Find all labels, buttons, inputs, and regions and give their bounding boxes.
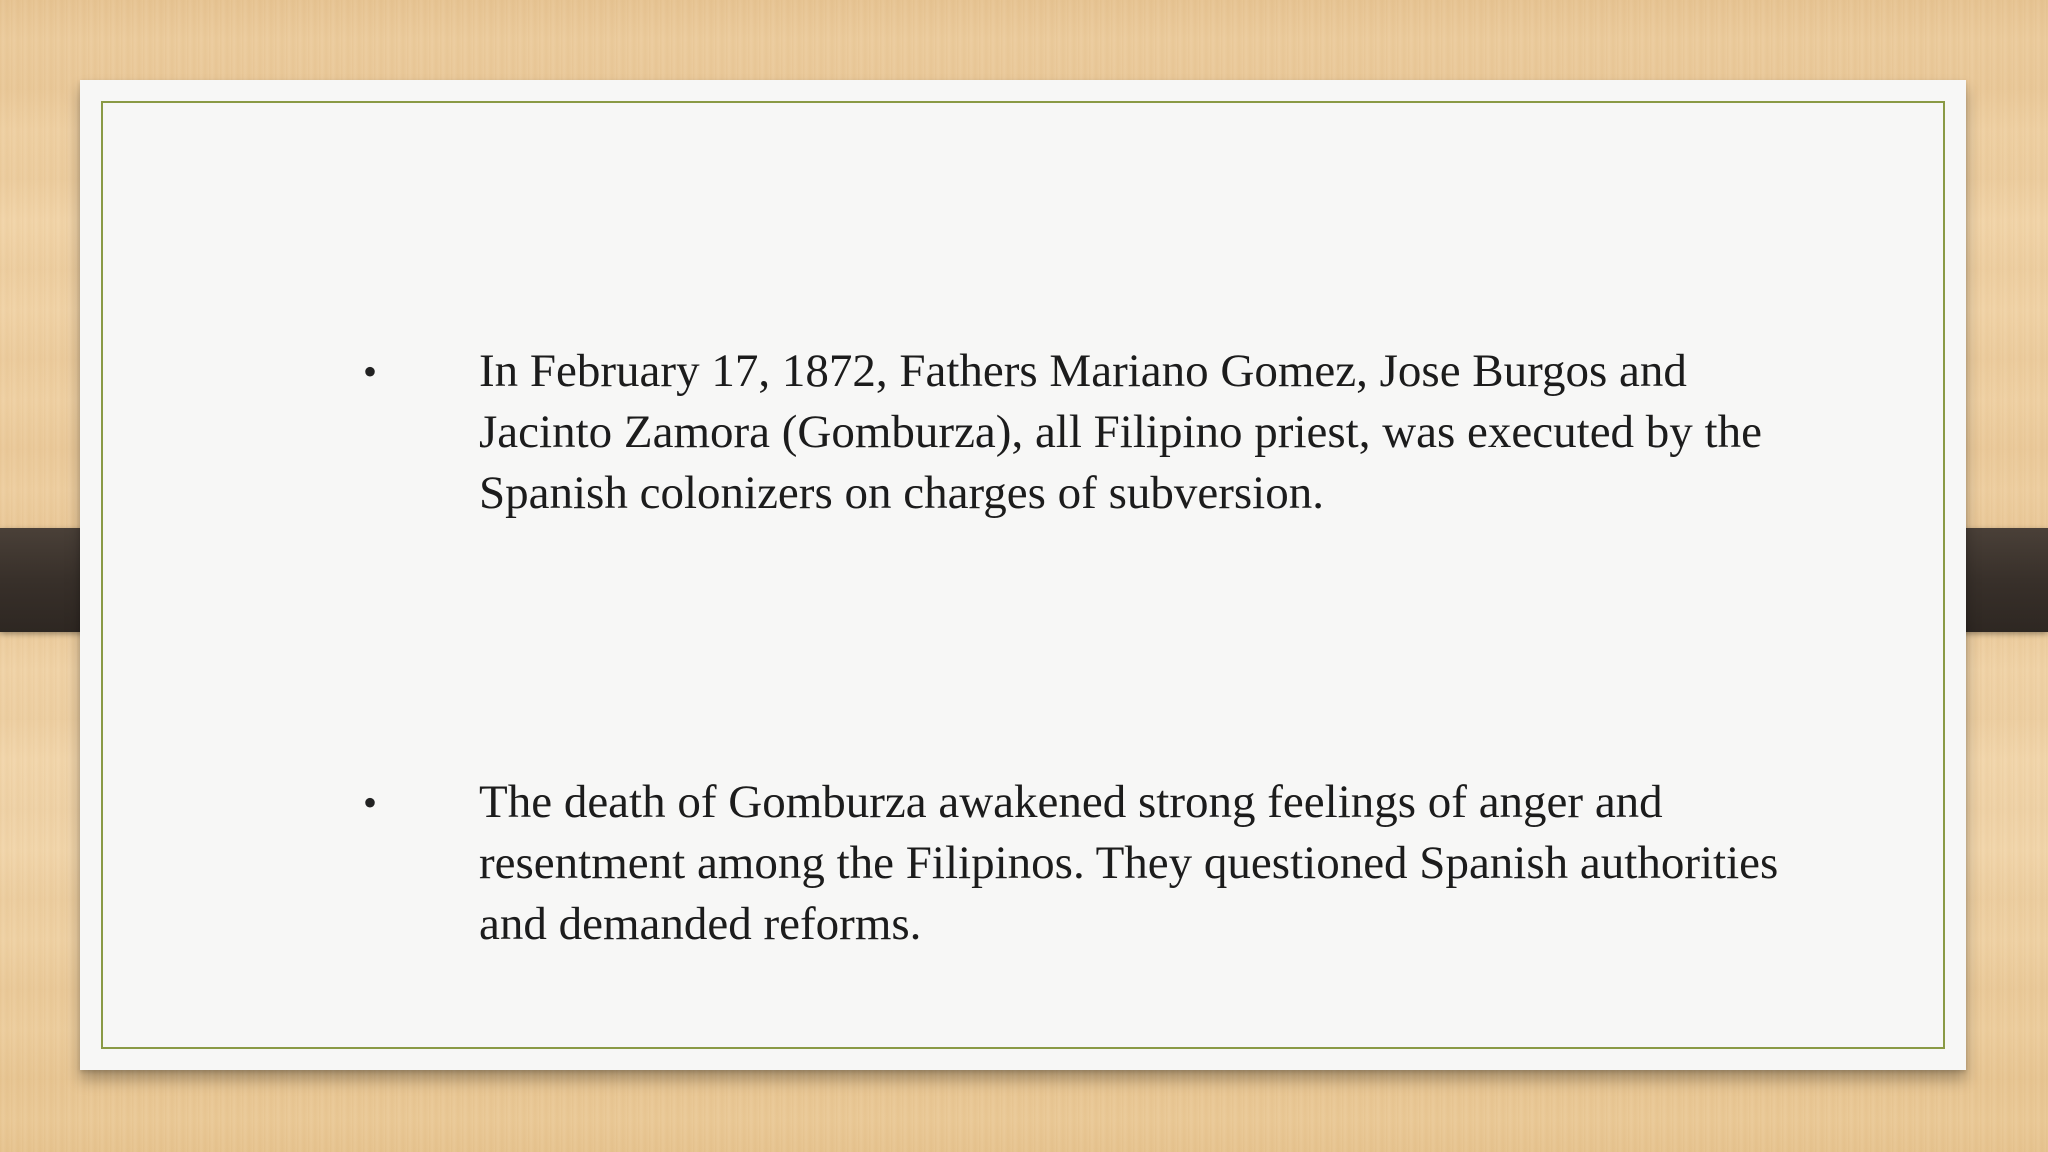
slide-card: [80, 80, 1966, 1070]
bullet-text-gomburza-execution: In February 17, 1872, Fathers Mariano Gomez, Jose Burgos and Jacinto Zamora (Gomburza), all Filipino priest, was executed by the Spanish colonizers on charges of subversion.: [479, 345, 1762, 519]
bullet-text-filipino-reaction: The death of Gomburza awakened strong feelings of anger and resentment among the Filipinos. They questioned Spanish authorities and demanded reforms.: [479, 776, 1779, 950]
bullet-marker: •: [363, 349, 378, 394]
bullet-marker: •: [363, 780, 378, 825]
